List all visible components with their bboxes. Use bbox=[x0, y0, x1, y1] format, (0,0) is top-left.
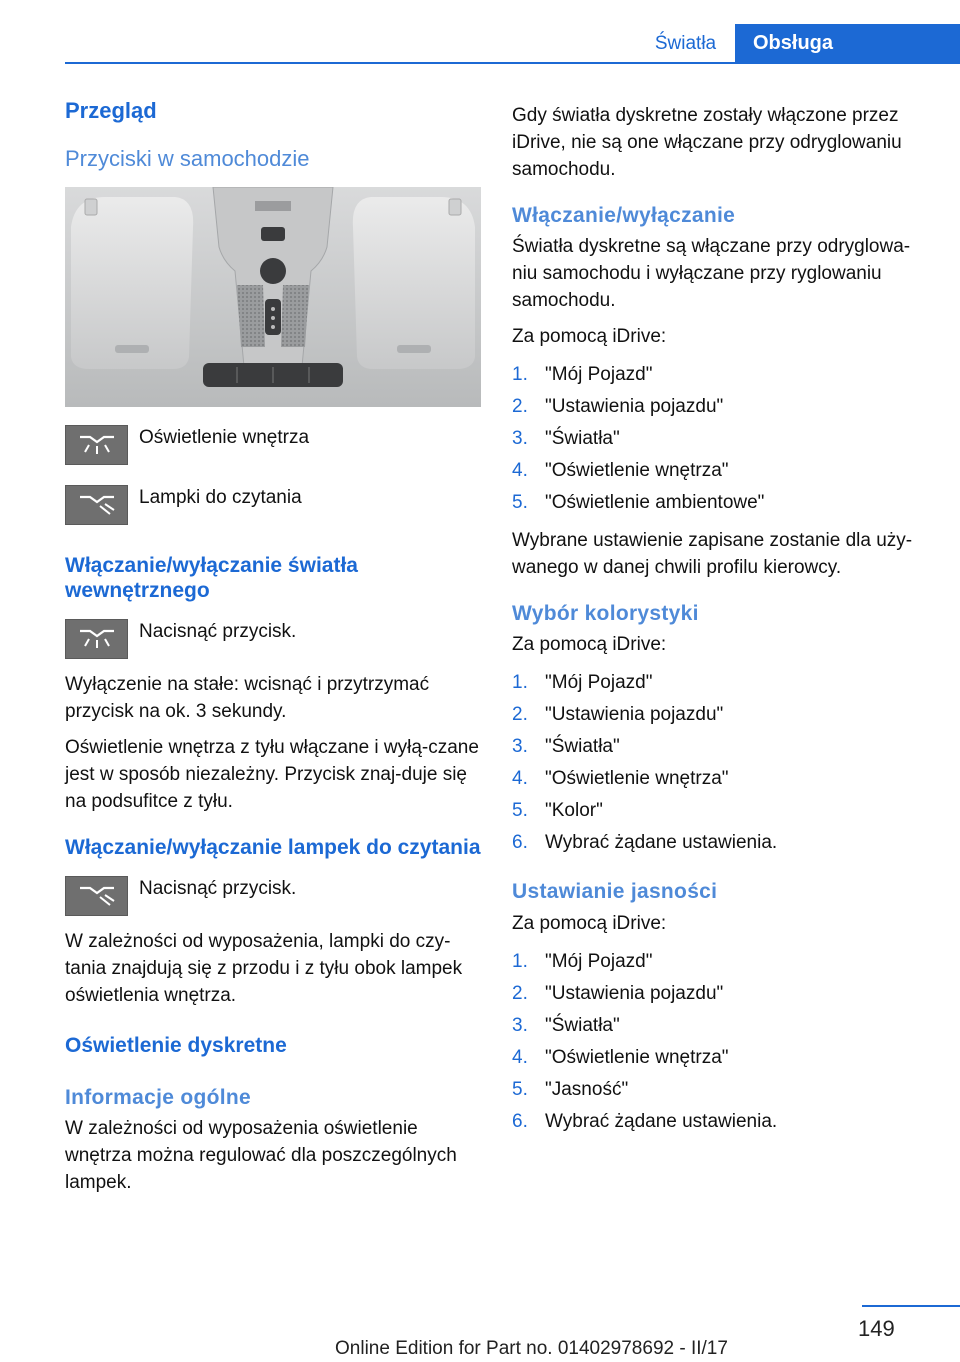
left-column bbox=[65, 98, 481, 1205]
reading-press-text: Nacisnąć przycisk. bbox=[139, 878, 297, 900]
heading-color: Wybór kolorystyki bbox=[512, 602, 699, 626]
car-ceiling-photo bbox=[65, 187, 481, 407]
color-steps bbox=[512, 667, 928, 859]
section-title-overview: Przegląd bbox=[65, 98, 157, 123]
list-item: 3. "Światła" bbox=[512, 428, 620, 450]
list-item: 3. "Światła" bbox=[512, 736, 620, 758]
subsection-title-buttons: Przyciski w samochodzie bbox=[65, 146, 310, 172]
list-item: 5. "Kolor" bbox=[512, 800, 603, 822]
brightness-steps bbox=[512, 946, 928, 1138]
list-item: 2. "Ustawienia pojazdu" bbox=[512, 982, 724, 1004]
list-item: 4. "Oświetlenie wnętrza" bbox=[512, 460, 729, 482]
page-number: 149 bbox=[858, 1316, 895, 1341]
on-off-steps bbox=[512, 359, 928, 519]
on-off-idrive-label: Za pomocą iDrive: bbox=[512, 326, 667, 348]
tab-lights[interactable]: Światła bbox=[654, 33, 717, 54]
right-column bbox=[512, 98, 928, 1146]
list-item: 1. "Mój Pojazd" bbox=[512, 364, 653, 386]
list-item: 6. Wybrać żądane ustawienia. bbox=[512, 1110, 778, 1132]
interior-press-row bbox=[65, 619, 481, 659]
heading-general-info: Informacje ogólne bbox=[65, 1085, 251, 1109]
interior-light-label: Oświetlenie wnętrza bbox=[139, 426, 310, 448]
tab-operation[interactable]: Obsługa bbox=[735, 24, 960, 62]
footer-rule bbox=[862, 1305, 960, 1307]
on-off-paragraph: Światła dyskretne są włączane przy odryglowa‐niu samochodu i wyłączane przy ryglowaniu samochodu. bbox=[512, 236, 911, 312]
list-item: 4. "Oświetlenie wnętrza" bbox=[512, 1046, 729, 1068]
interior-light-icon bbox=[65, 425, 128, 465]
list-item: 1. "Mój Pojazd" bbox=[512, 950, 653, 972]
interior-press-text: Nacisnąć przycisk. bbox=[139, 621, 297, 643]
heading-on-off: Włączanie/wyłączanie bbox=[512, 204, 736, 227]
brightness-idrive-label: Za pomocą iDrive: bbox=[512, 912, 667, 934]
edition-footer: Online Edition for Part no. 01402978692 - II/17 bbox=[335, 1338, 728, 1359]
interior-paragraph-1: Wyłączenie na stałe: wcisnąć i przytrzymać przycisk na ok. 3 sekundy. bbox=[65, 674, 430, 723]
list-item: 5. "Oświetlenie ambientowe" bbox=[512, 492, 765, 514]
general-paragraph: W zależności od wyposażenia oświetlenie wnętrza można regulować dla poszczególnych lampek. bbox=[65, 1117, 457, 1193]
heading-discreet-light: Oświetlenie dyskretne bbox=[65, 1034, 287, 1058]
reading-light-legend bbox=[65, 485, 481, 525]
header-rule bbox=[65, 62, 960, 64]
reading-light-icon bbox=[65, 485, 128, 525]
reading-paragraph: W zależności od wyposażenia, lampki do czy‐tania znajdują się z przodu i z tyłu obok lampek oświetlenia wnętrza. bbox=[65, 931, 463, 1007]
list-item: 3. "Światła" bbox=[512, 1014, 620, 1036]
reading-light-icon bbox=[65, 876, 128, 916]
list-item: 5. "Jasność" bbox=[512, 1078, 629, 1100]
reading-press-row bbox=[65, 876, 481, 916]
heading-reading-light: Włączanie/wyłączanie lampek do czytania bbox=[65, 836, 481, 860]
heading-interior-light: Włączanie/wyłączanie światła wewnętrznego bbox=[65, 553, 358, 602]
list-item: 2. "Ustawienia pojazdu" bbox=[512, 396, 724, 418]
on-off-after-paragraph: Wybrane ustawienie zapisane zostanie dla uży‐wanego w danej chwili profilu kierowcy. bbox=[512, 530, 913, 579]
discreet-intro-paragraph: Gdy światła dyskretne zostały włączone przez iDrive, nie są one włączane przy odryglowaniu samochodu. bbox=[512, 105, 902, 180]
interior-light-legend bbox=[65, 425, 481, 465]
color-idrive-label: Za pomocą iDrive: bbox=[512, 634, 667, 656]
interior-paragraph-2: Oświetlenie wnętrza z tyłu włączane i wyłą‐czane jest w sposób niezależny. Przycisk znaj‐duje się na podsufitce z tyłu. bbox=[65, 737, 479, 813]
list-item: 6. Wybrać żądane ustawienia. bbox=[512, 832, 778, 854]
heading-brightness: Ustawianie jasności bbox=[512, 880, 718, 904]
interior-light-icon bbox=[65, 619, 128, 659]
list-item: 1. "Mój Pojazd" bbox=[512, 672, 653, 694]
list-item: 4. "Oświetlenie wnętrza" bbox=[512, 768, 729, 790]
list-item: 2. "Ustawienia pojazdu" bbox=[512, 704, 724, 726]
reading-light-label: Lampki do czytania bbox=[139, 486, 302, 508]
